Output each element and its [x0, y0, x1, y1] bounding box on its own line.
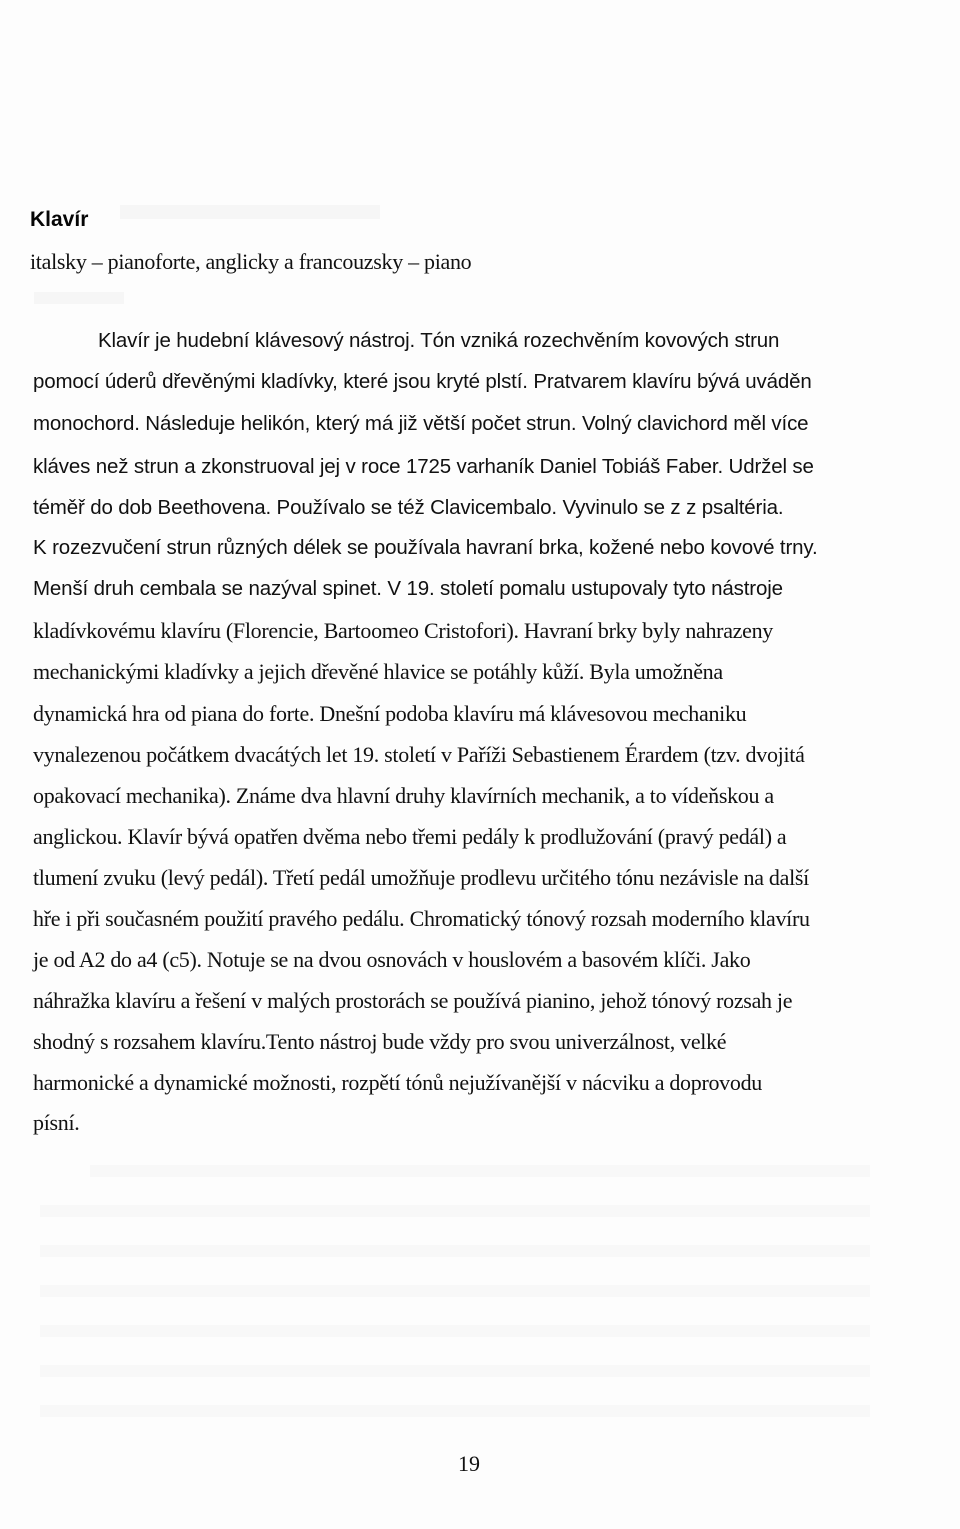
body-line: anglickou. Klavír bývá opatřen dvěma nebo třemi pedály k prodlužování (pravý pedál) a — [33, 824, 787, 849]
body-line: mechanickými kladívky a jejich dřevěné hlavice se potáhly kůží. Byla umožněna — [33, 659, 723, 684]
section-heading: Klavír — [30, 208, 89, 231]
body-line: dynamická hra od piana do forte. Dnešní podoba klavíru má klávesovou mechaniku — [33, 701, 747, 726]
bleed-through-mark — [40, 1325, 870, 1337]
bleed-through-mark — [40, 1405, 870, 1417]
body-line: pomocí úderů dřevěnými kladívky, které jsou kryté plstí. Pratvarem klavíru bývá uváděn — [33, 370, 812, 393]
body-line: písní. — [33, 1110, 80, 1135]
body-line: opakovací mechanika). Známe dva hlavní druhy klavírních mechanik, a to vídeňskou a — [33, 783, 774, 808]
body-line: Klavír je hudební klávesový nástroj. Tón vzniká rozechvěním kovových strun — [98, 329, 780, 352]
body-line: K rozezvučení strun různých délek se používala havraní brka, kožené nebo kovové trny. — [33, 536, 818, 559]
page-number: 19 — [458, 1451, 480, 1476]
body-line: shodný s rozsahem klavíru.Tento nástroj bude vždy pro svou univerzálnost, velké — [33, 1029, 727, 1054]
section-subtitle: italsky – pianoforte, anglicky a francouzsky – piano — [30, 249, 472, 274]
bleed-through-mark — [40, 1365, 870, 1377]
body-line: harmonické a dynamické možnosti, rozpětí tónů nejužívanější v nácviku a doprovodu — [33, 1070, 762, 1095]
bleed-through-mark — [120, 205, 380, 219]
bleed-through-mark — [40, 1285, 870, 1297]
bleed-through-mark — [40, 1205, 870, 1217]
body-line: monochord. Následuje helikón, který má již větší počet strun. Volný clavichord měl více — [33, 412, 809, 435]
bleed-through-mark — [90, 1165, 870, 1177]
body-line: téměř do dob Beethovena. Používalo se též Clavicembalo. Vyvinulo se z z psaltéria. — [33, 496, 784, 519]
body-line: kladívkovému klavíru (Florencie, Bartoomeo Cristofori). Havraní brky byly nahrazeny — [33, 618, 773, 643]
body-line: kláves než strun a zkonstruoval jej v roce 1725 varhaník Daniel Tobiáš Faber. Udržel se — [33, 455, 814, 478]
body-line: je od A2 do a4 (c5). Notuje se na dvou osnovách v houslovém a basovém klíči. Jako — [33, 947, 751, 972]
body-line: vynalezenou počátkem dvacátých let 19. století v Paříži Sebastienem Érardem (tzv. dvojitá — [33, 742, 805, 767]
body-line: hře i při současném použití pravého pedálu. Chromatický tónový rozsah moderního klavíru — [33, 906, 810, 931]
body-line: tlumení zvuku (levý pedál). Třetí pedál umožňuje prodlevu určitého tónu nezávisle na další — [33, 865, 809, 890]
body-line: Menší druh cembala se nazýval spinet. V 19. století pomalu ustupovaly tyto nástroje — [33, 577, 783, 600]
bleed-through-mark — [34, 292, 124, 304]
bleed-through-mark — [40, 1245, 870, 1257]
body-line: náhražka klavíru a řešení v malých prostorách se používá pianino, jehož tónový rozsah je — [33, 988, 793, 1013]
